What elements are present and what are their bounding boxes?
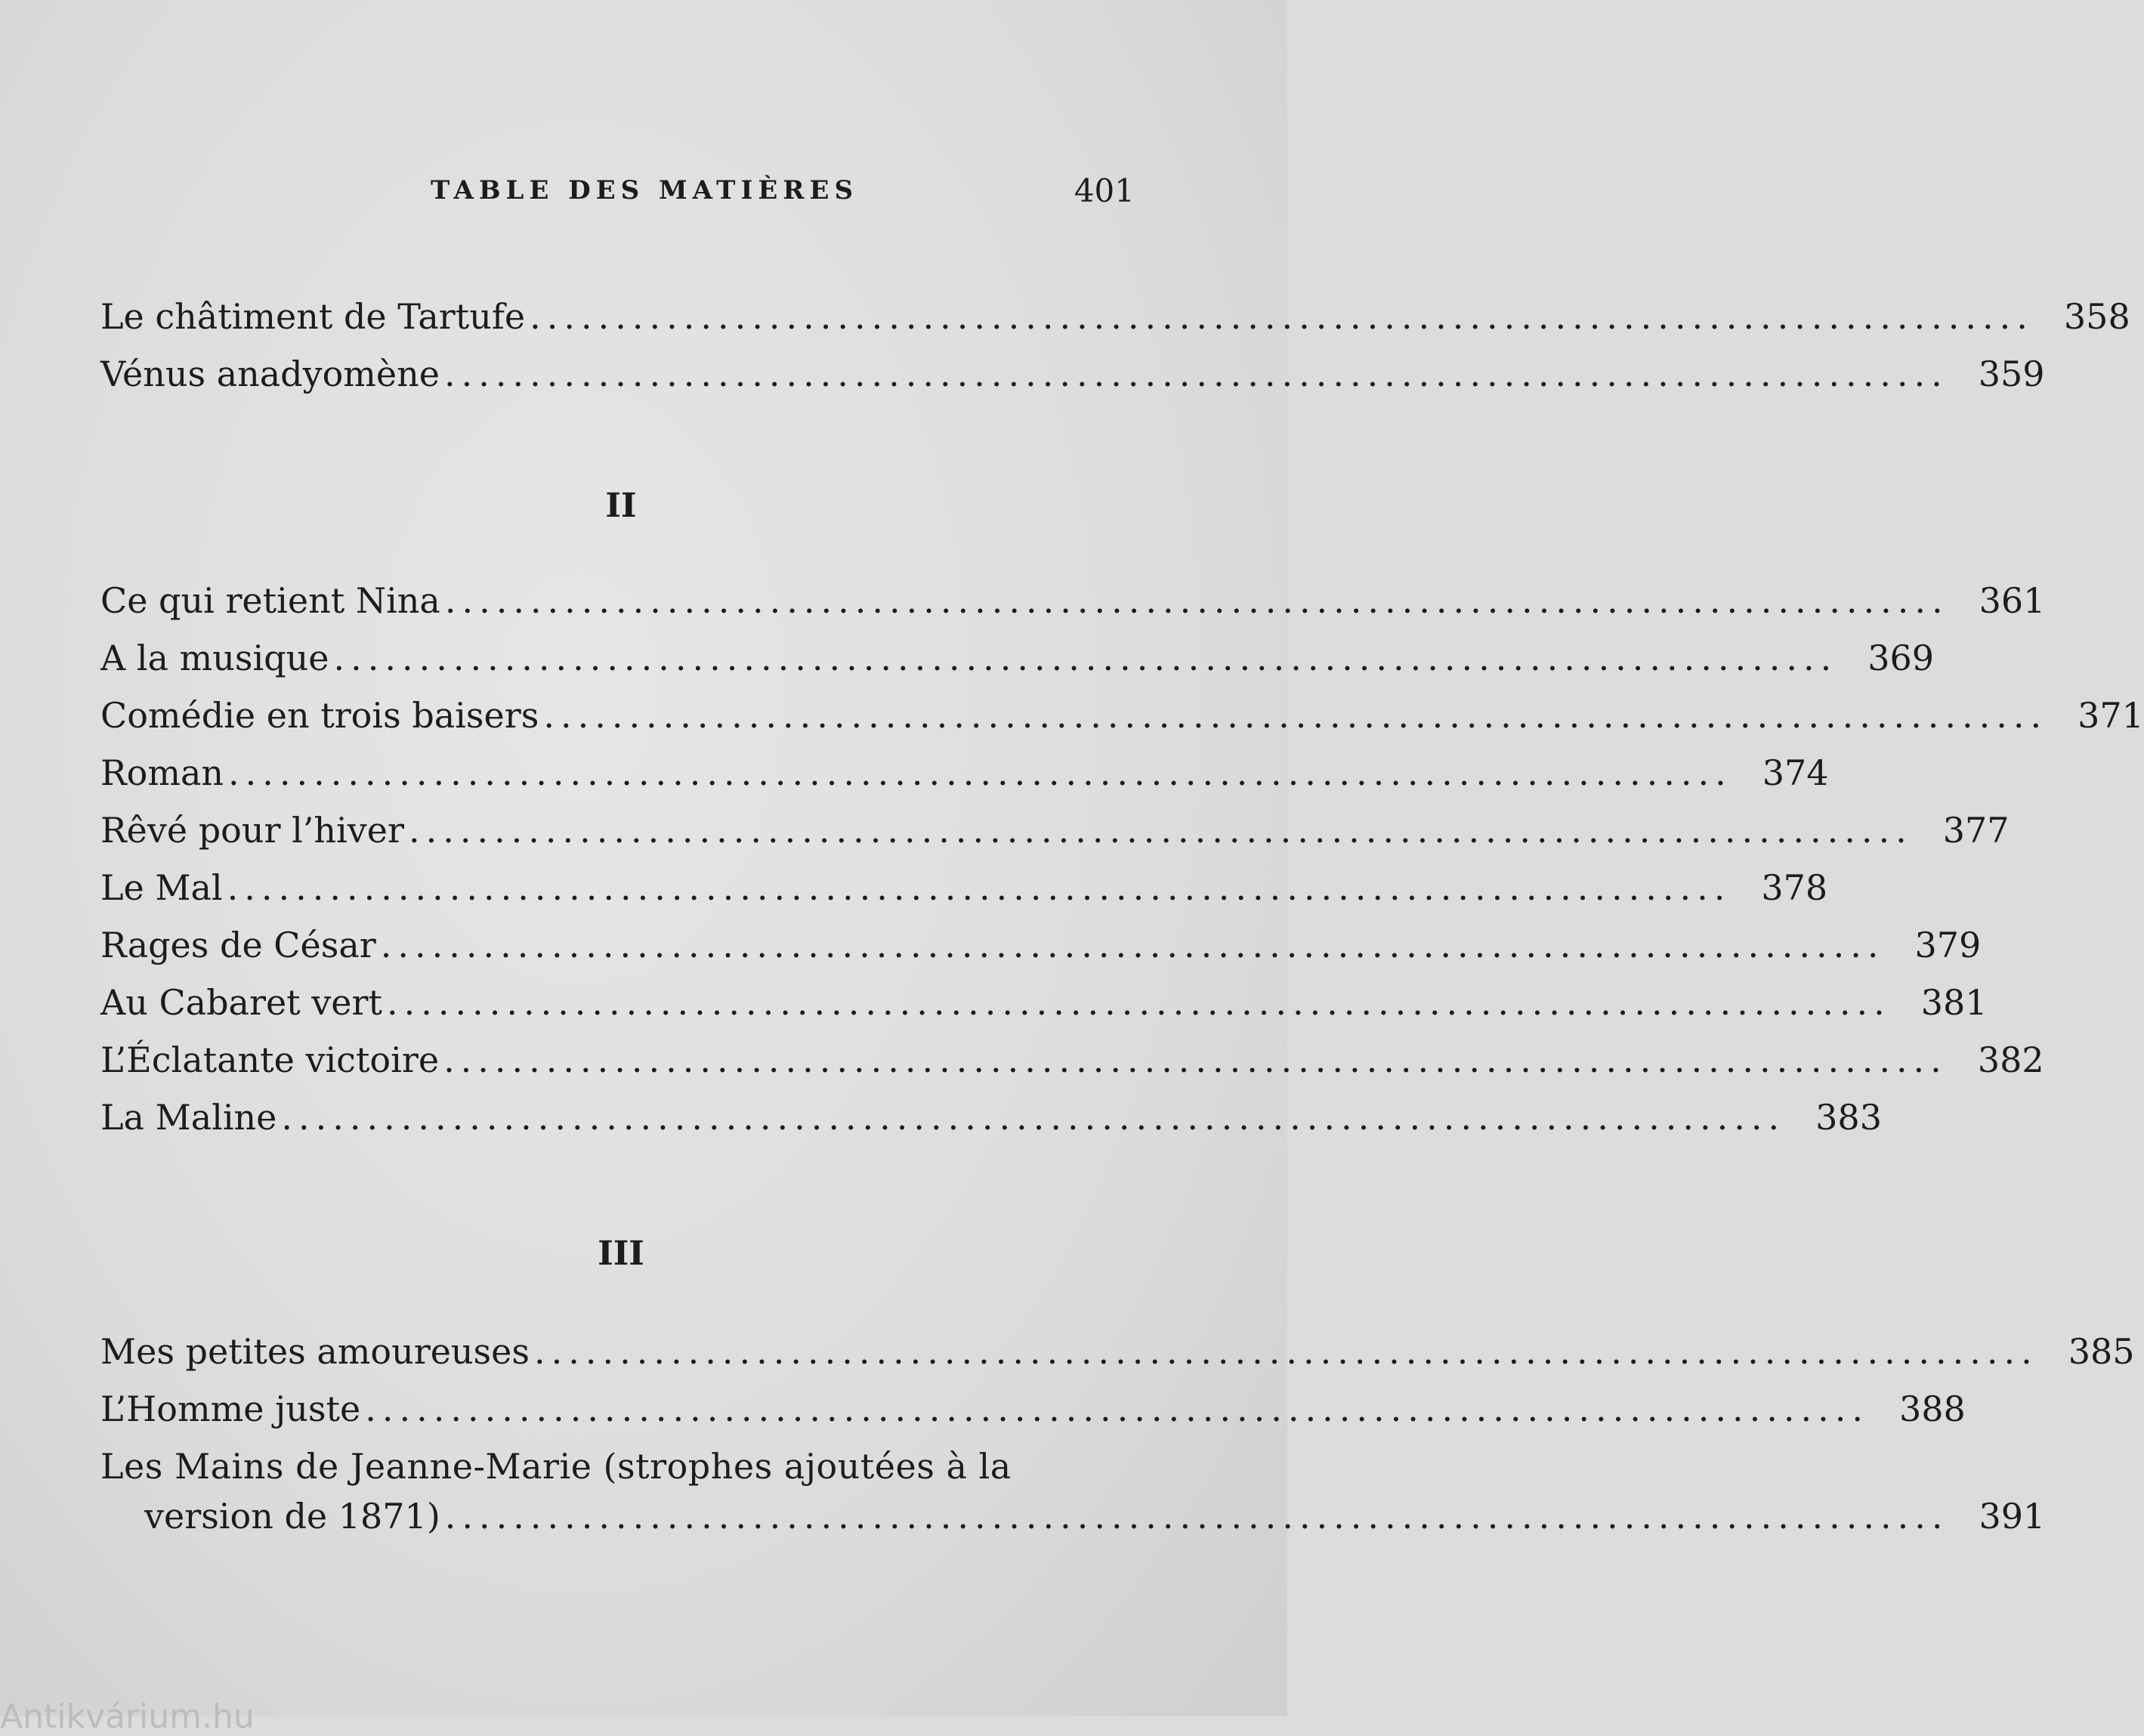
toc-entry-title: Ce qui retient Nina	[100, 580, 440, 621]
toc-entry	[100, 810, 2010, 867]
toc-leader-dots: ........................................................................................	[228, 752, 1732, 793]
toc-entry-title: Rages de César	[100, 925, 376, 965]
toc-entry-page: 369	[1868, 638, 1935, 678]
toc-entry	[100, 638, 1935, 695]
toc-entry-title: Au Cabaret vert	[100, 982, 382, 1023]
toc-leader-dots: ........................................................................................	[408, 810, 1913, 851]
toc-entry	[100, 1039, 2044, 1097]
toc-entry	[100, 1097, 1882, 1154]
toc-leader-dots: ........................................................................................	[380, 925, 1885, 965]
toc-entry-page: 361	[1979, 580, 2046, 621]
toc-entry-page: 377	[1942, 810, 2010, 851]
toc-entry-title: Comédie en trois baisers	[100, 695, 539, 736]
toc-entry	[100, 1388, 1966, 1446]
toc-section-1	[100, 296, 2130, 411]
section-heading-3: III	[598, 1234, 644, 1273]
toc-entry-page: 374	[1762, 752, 1829, 793]
toc-entry-page: 379	[1914, 925, 1982, 965]
toc-entry-title: Le Mal	[100, 867, 223, 908]
watermark: Antikvárium.hu	[0, 1697, 255, 1736]
toc-entry-page: 382	[1977, 1039, 2044, 1080]
toc-leader-dots: ........................................................................................	[530, 296, 2034, 337]
toc-entry-page: 385	[2068, 1331, 2135, 1372]
toc-leader-dots: ........................................................................................	[444, 354, 1948, 394]
toc-leader-dots: ........................................................................................	[227, 867, 1732, 908]
toc-entry-title: L’Homme juste	[100, 1388, 361, 1429]
toc-entry	[100, 695, 2144, 752]
toc-leader-dots: ........................................................................................	[365, 1388, 1869, 1429]
toc-entry	[100, 752, 1829, 810]
toc-section-2	[100, 580, 2144, 1154]
toc-entry-title: Roman	[100, 752, 224, 793]
toc-entry	[100, 296, 2130, 354]
header-title: TABLE DES MATIÈRES	[431, 175, 859, 205]
toc-entry-title: A la musique	[100, 638, 329, 678]
toc-entry	[100, 580, 2046, 638]
toc-entry-page: 371	[2078, 695, 2144, 736]
toc-entry	[100, 982, 1988, 1039]
toc-leader-dots: ........................................................................................	[543, 695, 2048, 736]
toc-leader-dots: ........................................................................................	[386, 982, 1891, 1023]
toc-entry-page: 388	[1899, 1388, 1966, 1429]
toc-entry-title-line2-row	[100, 1496, 2046, 1549]
toc-entry	[100, 925, 1982, 982]
toc-entry-page: 391	[1979, 1496, 2046, 1537]
toc-entry-page: 378	[1761, 867, 1828, 908]
toc-entry-page: 381	[1920, 982, 1988, 1023]
toc-entry-title: Mes petites amoureuses	[100, 1331, 530, 1372]
toc-leader-dots: ........................................................................................	[444, 580, 1949, 621]
toc-entry-title: L’Éclatante victoire	[100, 1039, 440, 1080]
toc-entry	[100, 867, 1828, 925]
toc-leader-dots: ........................................................................................	[443, 1039, 1948, 1080]
toc-entry-page: 359	[1978, 354, 2045, 394]
toc-leader-dots: ........................................................................................	[281, 1097, 1786, 1138]
section-heading-2: II	[605, 487, 637, 525]
running-header	[0, 172, 1287, 221]
toc-entry	[100, 1331, 2135, 1388]
toc-entry-title: Vénus anadyomène	[100, 354, 440, 394]
toc-entry-page: 358	[2063, 296, 2130, 337]
toc-leader-dots: ........................................................................................	[444, 1496, 1949, 1537]
toc-entry	[100, 354, 2045, 411]
toc-entry-page: 383	[1815, 1097, 1882, 1138]
toc-entry-title: Le châtiment de Tartufe	[100, 296, 526, 337]
toc-entry-title-line2: version de 1871)	[144, 1496, 440, 1537]
header-page-number: 401	[1074, 172, 1135, 209]
toc-section-3	[100, 1331, 2135, 1549]
toc-leader-dots: ........................................................................................	[333, 638, 1838, 678]
toc-entry-title: Rêvé pour l’hiver	[100, 810, 404, 851]
toc-entry-multiline	[100, 1446, 2046, 1549]
toc-leader-dots: ........................................................................................	[534, 1331, 2038, 1372]
toc-entry-title-line1: Les Mains de Jeanne-Marie (strophes ajoutées à la	[100, 1446, 1012, 1487]
toc-entry-title: La Maline	[100, 1097, 277, 1138]
